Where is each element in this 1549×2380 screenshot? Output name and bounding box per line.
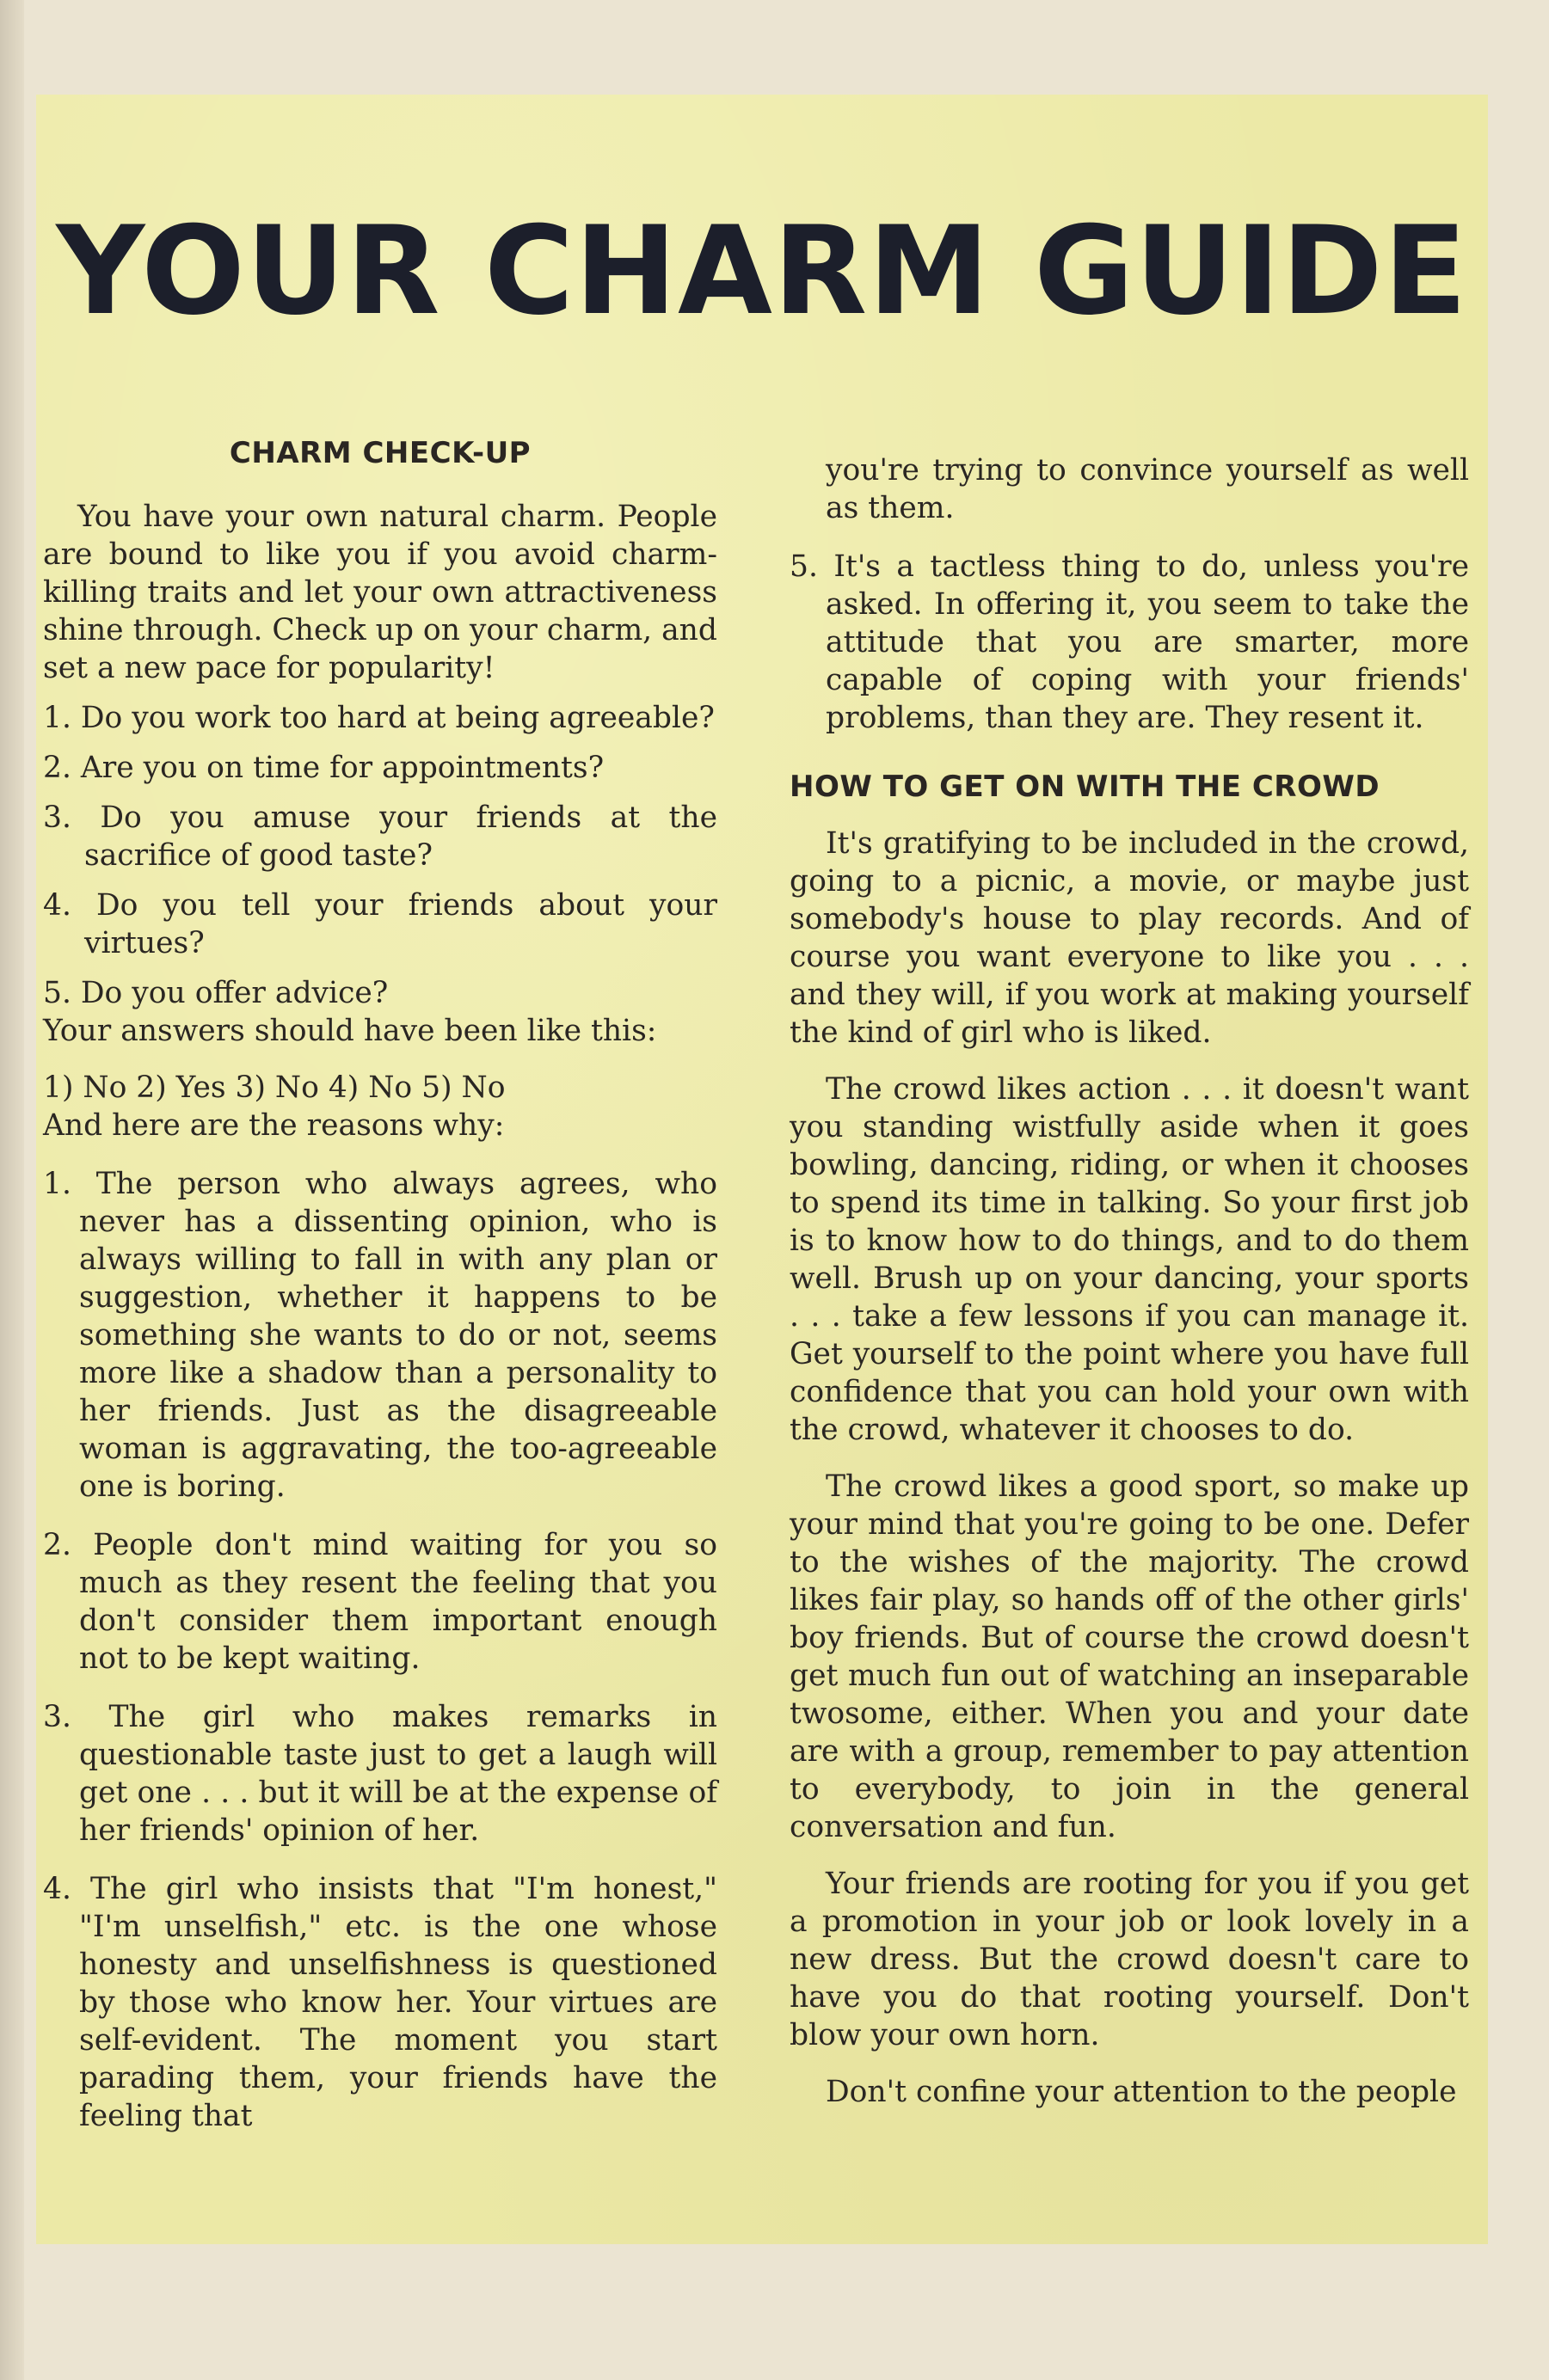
question-3: 3. Do you amuse your friends at the sacrifice of good taste? (43, 800, 717, 873)
crowd-paragraph-1: It's gratifying to be included in the crowd, going to a picnic, a movie, or maybe just somebody's house to play records. And of course you want everyone to like you . . . and they will, if you work at making yourself the kind of girl who is liked. (790, 826, 1469, 1050)
reason-5: 5. It's a tactless thing to do, unless you're asked. In offering it, you seem to take the attitude that you are smarter, more capable of coping with your friends' problems, than they are. They resent it. (790, 549, 1469, 735)
section-heading-crowd: HOW TO GET ON WITH THE CROWD (790, 770, 1380, 804)
intro-paragraph: You have your own natural charm. People are bound to like you if you avoid charm-killing traits and let your own attractiveness shine through. Check up on your charm, and set a new pace for popularity! (43, 500, 717, 685)
question-2: 2. Are you on time for appointments? (43, 751, 605, 785)
answers-intro: Your answers should have been like this: (43, 1014, 657, 1048)
reason-3: 3. The girl who makes remarks in questionable taste just to get a laugh will get one . . . but it will be at the expense of her friends' opinion of her. (43, 1700, 717, 1848)
right-column (790, 451, 1469, 2111)
section-heading-charm-check-up: CHARM CHECK-UP (229, 436, 532, 470)
question-5: 5. Do you offer advice? (43, 976, 389, 1010)
reason-1: 1. The person who always agrees, who never has a dissenting opinion, who is always willing to fall in with any plan or suggestion, whether it happens to be something she wants to do or not, seems more like a shadow than a personality to her friends. Just as the disagreeable woman is aggravating, the too-agreeable one is boring. (43, 1167, 717, 1504)
question-1: 1. Do you work too hard at being agreeable? (43, 701, 715, 735)
reasons-intro: And here are the reasons why: (43, 1108, 505, 1143)
reason-2: 2. People don't mind waiting for you so much as they resent the feeling that you don't consider them important enough not to be kept waiting. (43, 1528, 717, 1676)
page-left-edge (0, 0, 24, 2380)
question-4: 4. Do you tell your friends about your virtues? (43, 888, 717, 960)
left-column (43, 434, 717, 2135)
answers-line: 1) No 2) Yes 3) No 4) No 5) No (43, 1070, 506, 1105)
crowd-paragraph-2: The crowd likes action . . . it doesn't want you standing wistfully aside when it goes bowling, dancing, riding, or when it chooses to spend its time in talking. So your first job is to know how to do things, and to do them well. Brush up on your dancing, your sports . . . take a few lessons if you can manage it. Get yourself to the point where you have full confidence that you can hold your own with the crowd, whatever it chooses to do. (790, 1072, 1469, 1447)
crowd-paragraph-4: Your friends are rooting for you if you get a promotion in your job or look lovely in a new dress. But the crowd doesn't care to have you do that rooting yourself. Don't blow your own horn. (790, 1867, 1469, 2052)
crowd-paragraph-5: Don't confine your attention to the people (826, 2075, 1457, 2109)
page-title: YOUR CHARM GUIDE (56, 200, 1468, 342)
crowd-paragraph-3: The crowd likes a good sport, so make up your mind that you're going to be one. Defer to the wishes of the majority. The crowd likes fair play, so hands off of the other girls' boy friends. But of course the crowd doesn't get much fun out of watching an inseparable twosome, either. When you and your date are with a group, remember to pay attention to everybody, to join in the general conversation and fun. (790, 1469, 1469, 1844)
reason-4: 4. The girl who insists that "I'm honest," "I'm unselfish," etc. is the one whose honesty and unselfishness is questioned by those who know her. Your virtues are self-evident. The moment you start parading them, your friends have the feeling that (43, 1872, 717, 2133)
reason-4-continued: you're trying to convince yourself as well as them. (826, 453, 1469, 525)
